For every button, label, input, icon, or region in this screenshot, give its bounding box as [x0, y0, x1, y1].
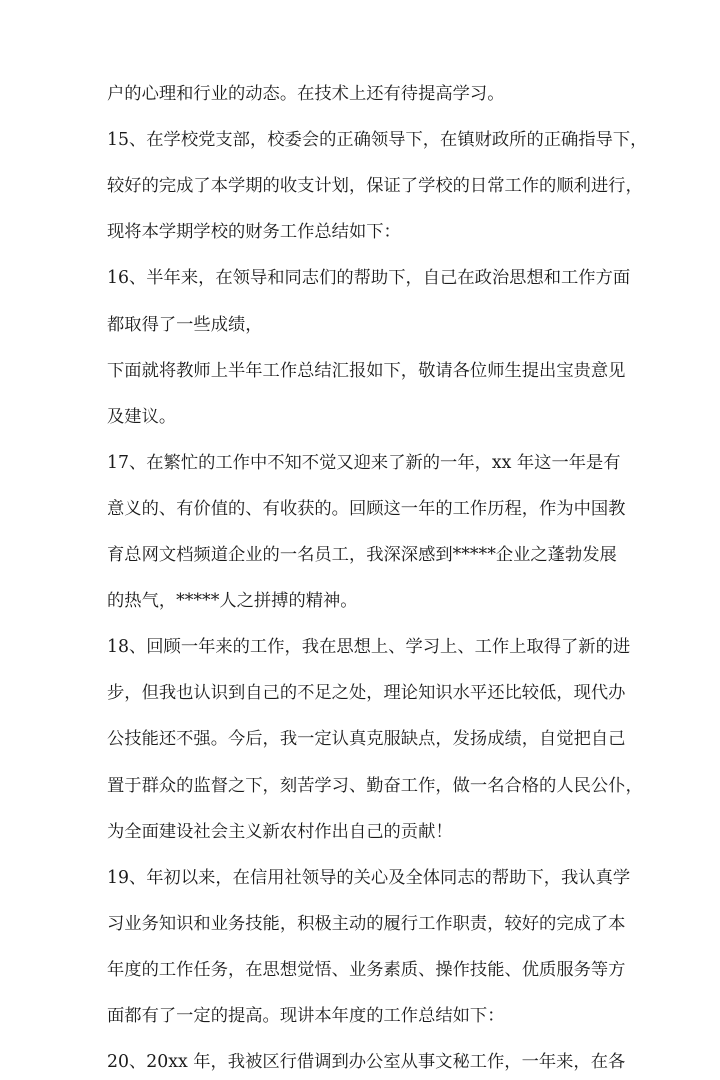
text-line: 置于群众的监督之下，刻苦学习、勤奋工作，做一名合格的人民公仆，	[107, 775, 643, 796]
text-line: 17、在繁忙的工作中不知不觉又迎来了新的一年，xx 年这一年是有	[107, 452, 621, 473]
text-line: 育总网文档频道企业的一名员工，我深深感到*****企业之蓬勃发展	[107, 545, 617, 565]
text-line: 现将本学期学校的财务工作总结如下：	[107, 222, 401, 243]
text-line: 及建议。	[107, 406, 177, 427]
text-line: 公技能还不强。今后，我一定认真克服缺点，发扬成绩，自觉把自己	[107, 729, 626, 750]
text-line: 户的心理和行业的动态。在技术上还有待提高学习。	[107, 84, 505, 104]
text-line: 步，但我也认识到自己的不足之处，理论知识水平还比较低，现代办	[107, 683, 626, 704]
text-line: 下面就将教师上半年工作总结汇报如下，敬请各位师生提出宝贵意见	[107, 360, 626, 381]
text-line: 面都有了一定的提高。现讲本年度的工作总结如下：	[107, 1006, 505, 1026]
text-line: 都取得了一些成绩，	[107, 314, 263, 335]
text-line: 意义的、有价值的、有收获的。回顾这一年的工作历程，作为中国教	[107, 498, 626, 519]
text-line: 年度的工作任务，在思想觉悟、业务素质、操作技能、优质服务等方	[107, 959, 626, 980]
text-line: 20、20xx 年，我被区行借调到办公室从事文秘工作，一年来，在各	[107, 1052, 626, 1073]
text-line: 15、在学校党支部，校委会的正确领导下，在镇财政所的正确指导下，	[107, 130, 648, 151]
text-line: 为全面建设社会主义新农村作出自己的贡献！	[107, 821, 453, 842]
text-line: 18、回顾一年来的工作，我在思想上、学习上、工作上取得了新的进	[107, 637, 631, 658]
text-line: 习业务知识和业务技能，积极主动的履行工作职责，较好的完成了本	[107, 913, 626, 934]
text-line: 较好的完成了本学期的收支计划，保证了学校的日常工作的顺利进行，	[107, 176, 643, 197]
text-line: 的热气，*****人之拼搏的精神。	[107, 591, 358, 612]
text-line: 16、半年来，在领导和同志们的帮助下，自己在政治思想和工作方面	[107, 268, 631, 289]
text-line: 19、年初以来，在信用社领导的关心及全体同志的帮助下，我认真学	[107, 867, 631, 888]
